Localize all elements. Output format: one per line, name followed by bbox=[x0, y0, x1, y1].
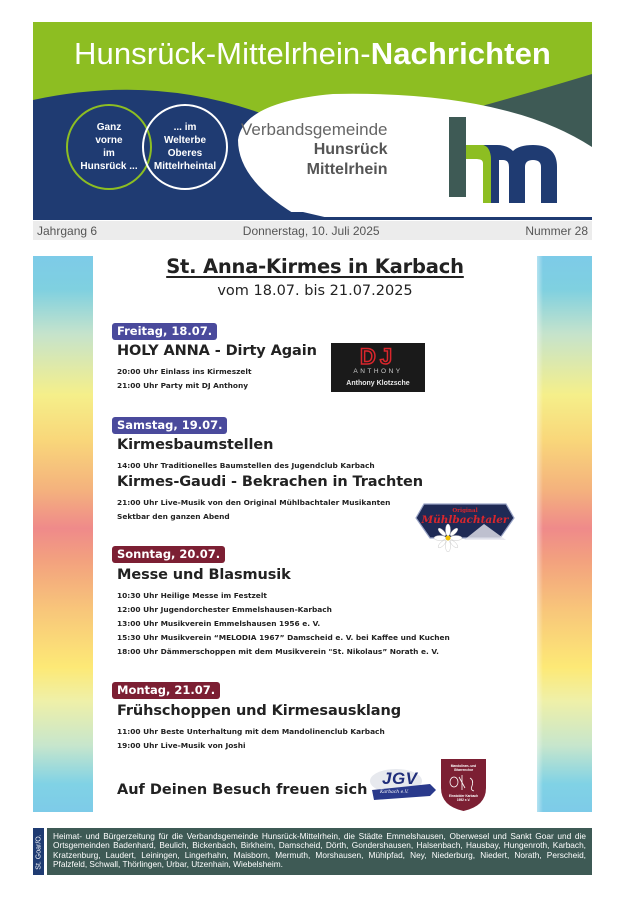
decorative-gradient-left bbox=[33, 256, 93, 812]
event-title: Kirmesbaumstellen bbox=[117, 437, 274, 453]
poster-subtitle: vom 18.07. bis 21.07.2025 bbox=[217, 283, 413, 299]
event-line: 15:30 Uhr Musikverein “MELODIA 1967” Damscheid e. V. bei Kaffee und Kuchen bbox=[117, 633, 450, 642]
dj-logo-name: Anthony Klotzsche bbox=[346, 380, 410, 387]
dj-logo-sub: ANTHONY bbox=[353, 368, 403, 375]
mandolinen-line: 1952 e.V. bbox=[456, 798, 471, 802]
day-badge-friday: Freitag, 18.07. bbox=[112, 323, 217, 340]
muehlbachtaler-logo bbox=[414, 500, 516, 552]
masthead bbox=[33, 22, 592, 219]
dj-logo-mark: DJ bbox=[359, 344, 397, 369]
slogan-circle-right: ... im Welterbe Oberes Mittelrheintal bbox=[142, 104, 228, 190]
footer-edition-tab bbox=[33, 828, 44, 875]
event-title: Frühschoppen und Kirmesausklang bbox=[117, 703, 401, 719]
day-badge-saturday: Samstag, 19.07. bbox=[112, 417, 227, 434]
event-line: 13:00 Uhr Musikverein Emmelshausen 1956 e. V. bbox=[117, 619, 321, 628]
mandolinen-line: Einstolder Karbach bbox=[448, 794, 479, 798]
decorative-gradient-right bbox=[537, 256, 592, 812]
slogan-circle-left: Ganz vorne im Hunsrück ... bbox=[66, 104, 152, 190]
event-line: 10:30 Uhr Heilige Messe im Festzelt bbox=[117, 591, 267, 600]
event-line: 18:00 Uhr Dämmerschoppen mit dem Musikverein "St. Nikolaus” Norath e. V. bbox=[117, 647, 439, 656]
event-line: 12:00 Uhr Jugendorchester Emmelshausen-Karbach bbox=[117, 605, 332, 614]
muehlbachtaler-top: Original bbox=[452, 508, 478, 514]
issue-date: Donnerstag, 10. Juli 2025 bbox=[242, 223, 380, 238]
issue-number: Nummer 28 bbox=[525, 223, 588, 238]
day-badge-monday: Montag, 21.07. bbox=[112, 682, 220, 699]
event-title: HOLY ANNA - Dirty Again bbox=[117, 343, 317, 359]
event-line: 21:00 Uhr Party mit DJ Anthony bbox=[117, 381, 249, 390]
event-line: 19:00 Uhr Live-Musik von Joshi bbox=[117, 741, 246, 750]
vg-line-3: Mittelrhein bbox=[306, 161, 388, 178]
masthead-title: Hunsrück-Mittelrhein-Nachrichten bbox=[74, 36, 551, 71]
edition-label: St. Goar/O. bbox=[35, 833, 42, 870]
muehlbachtaler-name: Mühlbachtaler bbox=[421, 514, 509, 526]
event-line: Sektbar den ganzen Abend bbox=[117, 512, 230, 521]
dj-anthony-logo bbox=[331, 343, 425, 392]
mandolinen-line: Gitarrenchor bbox=[453, 768, 474, 772]
event-line: 14:00 Uhr Traditionelles Baumstellen des Jugendclub Karbach bbox=[117, 461, 375, 470]
masthead-divider bbox=[33, 217, 592, 220]
mandolinenclub-logo bbox=[440, 758, 487, 812]
verbandsgemeinde-label bbox=[241, 120, 388, 180]
event-line: 21:00 Uhr Live-Musik von den Original Mühlbachtaler Musikanten bbox=[117, 498, 391, 507]
hm-logo-icon bbox=[447, 117, 572, 203]
day-badge-sunday: Sonntag, 20.07. bbox=[112, 546, 225, 563]
event-title: Kirmes-Gaudi - Bekrachen in Trachten bbox=[117, 474, 423, 490]
poster-title: St. Anna-Kirmes in Karbach bbox=[166, 255, 464, 278]
event-line: 11:00 Uhr Beste Unterhaltung mit dem Mandolinenclub Karbach bbox=[117, 727, 385, 736]
volume-label: Jahrgang 6 bbox=[37, 223, 98, 238]
issue-info-bar bbox=[33, 221, 592, 240]
vg-line-2: Hunsrück bbox=[313, 141, 388, 158]
mandolinen-line: Mandolinen- und bbox=[450, 764, 477, 768]
vg-line-1: Verbandsgemeinde bbox=[241, 120, 388, 139]
jgv-sub: Karbach e.V. bbox=[380, 790, 409, 795]
event-title: Messe und Blasmusik bbox=[117, 567, 291, 583]
event-line: 20:00 Uhr Einlass ins Kirmeszelt bbox=[117, 367, 252, 376]
closing-line: Auf Deinen Besuch freuen sich bbox=[117, 782, 368, 798]
jgv-logo bbox=[370, 768, 438, 802]
jgv-mark: JGV bbox=[382, 769, 418, 788]
footer-description: Heimat- und Bürgerzeitung für die Verbandsgemeinde Hunsrück-Mittelrhein, die Städte Emmelshausen, Oberwesel und Sankt Goar und die Ortsgemeinden Badenhard, Beulich, Bickenbach, Birkheim, Damscheid, Dörth, Gondershausen, Halsenbach, Hausbay, Hungenroth, Karbach, Kratzenburg, Laudert, Leiningen, Lingerhahn, Maisborn, Mermuth, Morshausen, Mühlpfad, Ney, Niederburg, Niedert, Norath, Perscheid, Pfalzfeld, Schwall, Thörlingen, Urbar, Utzenhain, Wiebelsheim. bbox=[47, 828, 592, 875]
